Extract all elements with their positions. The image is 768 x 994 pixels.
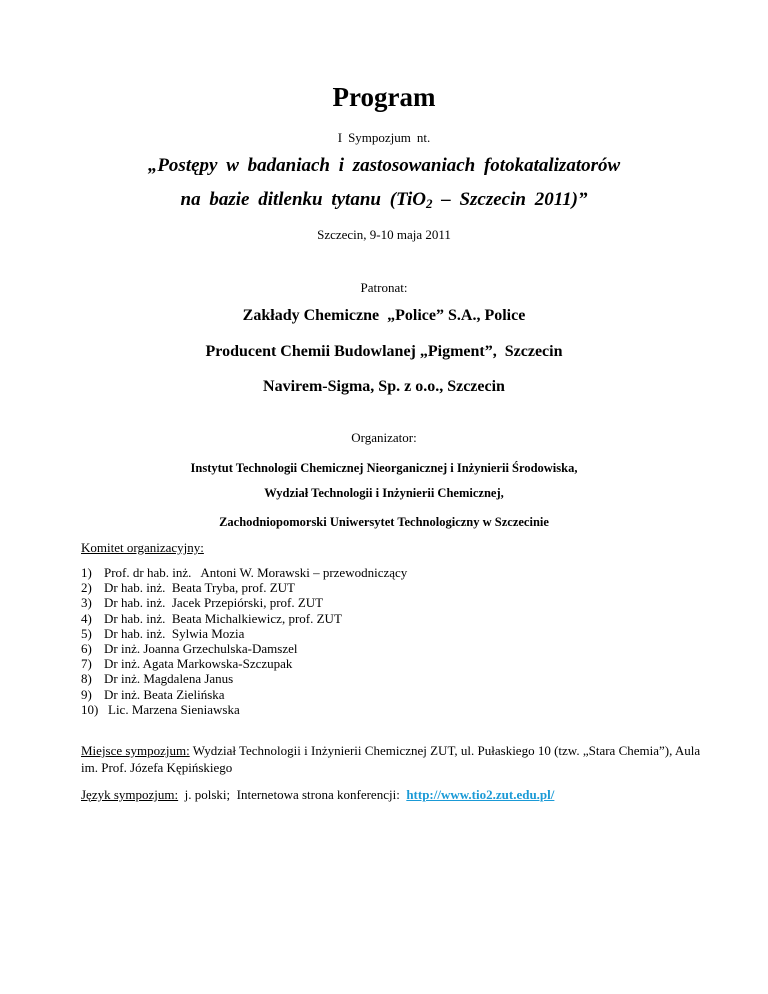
- topic-line-2: [0, 189, 768, 211]
- committee-heading: Komitet organizacyjny:: [81, 540, 204, 555]
- list-item-number: 10): [81, 701, 99, 717]
- list-item-number: 9): [81, 686, 92, 702]
- patronage-label: Patronat:: [360, 280, 408, 295]
- patron-1: Zakłady Chemiczne „Police” S.A., Police: [242, 307, 526, 324]
- patron-2: Producent Chemii Budowlanej „Pigment”, Szczecin: [205, 343, 563, 360]
- organizer-line-1: Instytut Technologii Chemicznej Nieorganicznej i Inżynierii Środowiska,: [190, 461, 578, 475]
- language-text: j. polski; Internetowa strona konferencji:: [178, 787, 407, 802]
- list-item-number: 5): [81, 625, 92, 641]
- list-item-name: Dr hab. inż. Beata Michalkiewicz, prof. ZUT: [104, 610, 342, 626]
- list-item-number: 8): [81, 671, 92, 687]
- list-item: [81, 702, 407, 717]
- list-item-number: 7): [81, 656, 92, 672]
- list-item-name: Dr inż. Magdalena Janus: [104, 671, 234, 687]
- list-item: [81, 671, 407, 686]
- symposium-type: Sympozjum: [348, 130, 411, 145]
- list-item-number: 3): [81, 595, 92, 611]
- list-item-name: Dr inż. Agata Markowska-Szczupak: [104, 656, 293, 672]
- symposium-nt: nt.: [416, 130, 431, 145]
- list-item: [81, 687, 407, 702]
- topic-line-2-post: – Szczecin 2011)”: [432, 189, 588, 210]
- list-item: [81, 626, 407, 641]
- symposium-number: I: [337, 130, 343, 145]
- list-item: [81, 656, 407, 671]
- list-item: [81, 611, 407, 626]
- list-item: [81, 641, 407, 656]
- venue-paragraph: [81, 742, 701, 776]
- list-item-number: 1): [81, 565, 92, 580]
- organizer-line-3: Zachodniopomorski Uniwersytet Technologiczny w Szczecinie: [219, 515, 549, 529]
- conference-website-link[interactable]: http://www.tio2.zut.edu.pl/: [406, 787, 555, 802]
- list-item-name: Dr hab. inż. Sylwia Mozia: [104, 625, 245, 641]
- topic-line-2-subscript: 2: [425, 196, 433, 211]
- patron-3: Navirem-Sigma, Sp. z o.o., Szczecin: [263, 378, 505, 395]
- venue-label: Miejsce sympozjum:: [81, 743, 190, 758]
- list-item-name: Prof. dr hab. inż. Antoni W. Morawski – przewodniczący: [104, 565, 408, 580]
- organizer-label: Organizator:: [351, 430, 417, 445]
- venue-text: Wydział Technologii i Inżynierii Chemicznej ZUT, ul. Pułaskiego 10 (tzw. „Stara Chemia”), Aula im. Prof. Józefa Kępińskiego: [81, 743, 701, 775]
- topic-line-1: „Postępy w badaniach i zastosowaniach fotokatalizatorów: [147, 155, 621, 176]
- symposium-line: [0, 130, 768, 146]
- document-title: Program: [332, 82, 436, 112]
- organizer-line-2: Wydział Technologii i Inżynierii Chemicznej,: [264, 486, 504, 500]
- list-item-name: Dr hab. inż. Jacek Przepiórski, prof. ZUT: [104, 595, 324, 611]
- list-item-name: Dr inż. Joanna Grzechulska-Damszel: [104, 640, 298, 656]
- list-item-number: 6): [81, 640, 92, 656]
- list-item-name: Dr hab. inż. Beata Tryba, prof. ZUT: [104, 580, 295, 596]
- place-date: Szczecin, 9-10 maja 2011: [317, 227, 451, 242]
- list-item-number: 4): [81, 610, 92, 626]
- list-item-number: 2): [81, 580, 92, 596]
- language-label: Język sympozjum:: [81, 787, 179, 802]
- list-item-name: Lic. Marzena Sieniawska: [108, 701, 240, 717]
- topic-line-2-pre: na bazie ditlenku tytanu (TiO: [180, 189, 426, 210]
- list-item: [81, 565, 407, 580]
- language-paragraph: [81, 787, 554, 803]
- list-item-name: Dr inż. Beata Zielińska: [104, 686, 225, 702]
- list-item: [81, 595, 407, 610]
- list-item: [81, 580, 407, 595]
- committee-list: [81, 565, 407, 717]
